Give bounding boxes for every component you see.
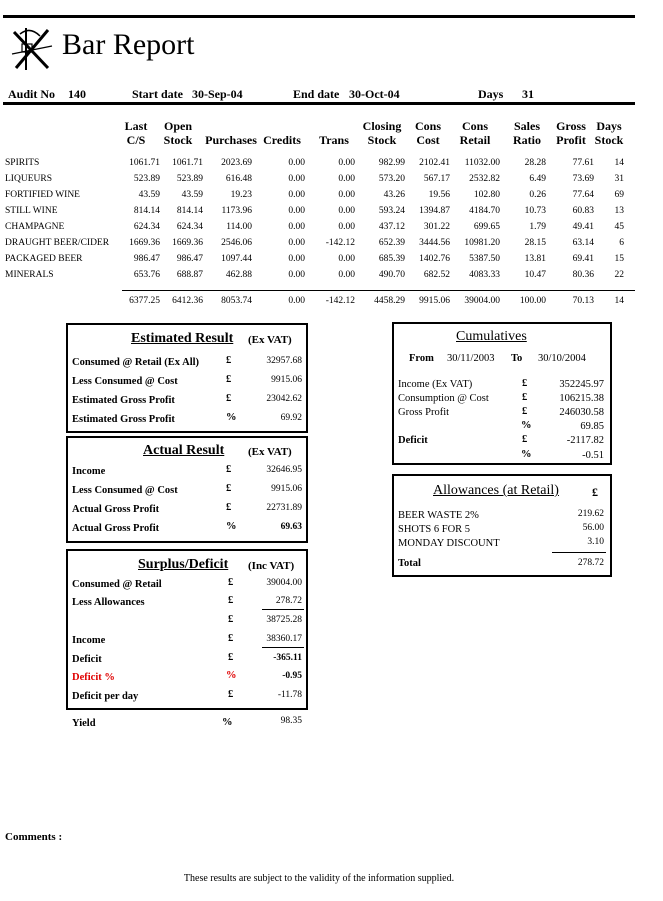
total-cell: -142.12 (325, 296, 355, 306)
table-cell: 986.47 (176, 254, 203, 264)
allowances-title: Allowances (at Retail) (433, 483, 559, 498)
row-category: SPIRITS (5, 158, 40, 168)
table-cell: 77.64 (572, 190, 594, 200)
start-date-label: Start date (132, 87, 183, 101)
table-cell: 15 (614, 254, 624, 264)
column-header-line1 (257, 119, 307, 133)
less-allowances-value: 278.72 (275, 596, 302, 606)
column-header-line1: Closing (362, 119, 402, 133)
table-cell: 1669.36 (172, 238, 203, 248)
column-header (199, 119, 263, 147)
bar-logo-icon (8, 24, 54, 74)
column-header-line1: Open (163, 119, 192, 133)
column-header (257, 119, 307, 147)
footer-note: These results are subject to the validity of the information supplied. (183, 873, 455, 884)
column-header-line2: Profit (556, 133, 586, 147)
table-cell: 616.48 (225, 174, 252, 184)
less-allowances-label: Less Allowances (72, 597, 145, 608)
total-cell: 100.00 (519, 296, 546, 306)
row-category: STILL WINE (5, 206, 58, 216)
allowances-total-rule (552, 552, 606, 553)
estimated-line-symbol: £ (226, 374, 232, 385)
table-cell: 1173.96 (221, 206, 252, 216)
table-cell: 437.12 (378, 222, 405, 232)
allowance-item-label: SHOTS 6 FOR 5 (398, 524, 471, 535)
table-row (0, 254, 663, 270)
table-cell: 11032.00 (464, 158, 500, 168)
cum-deficit-currency: £ (522, 434, 528, 445)
audit-no-label: Audit No (8, 87, 56, 101)
table-cell: 1669.36 (129, 238, 160, 248)
column-header-line2: Stock (367, 133, 397, 147)
totals-values (0, 296, 663, 312)
table-row (0, 238, 663, 254)
table-cell: 0.00 (288, 270, 305, 280)
surplus-deficit-title: Surplus/Deficit (138, 557, 229, 572)
deficit-pct-value: -0.95 (282, 671, 302, 681)
surplus-deficit-box (66, 549, 308, 710)
total-cell: 8053.74 (221, 296, 252, 306)
cum-consumption-label: Consumption @ Cost (398, 393, 489, 404)
income-label: Income (72, 635, 106, 646)
deficit-per-day-value: -11.78 (277, 690, 302, 700)
table-cell: 49.41 (572, 222, 594, 232)
column-header (550, 119, 592, 147)
row-category: FORTIFIED WINE (5, 190, 80, 200)
audit-no-value: 140 (68, 87, 86, 101)
column-header-line2: C/S (126, 133, 146, 147)
column-header-line1: Gross (556, 119, 586, 133)
comments-label: Comments : (5, 831, 63, 843)
allowances-total-label: Total (398, 558, 421, 569)
cum-to-date: 30/10/2004 (538, 353, 586, 364)
actual-result-box (66, 436, 308, 543)
table-cell: 10.47 (524, 270, 546, 280)
cumulatives-title: Cumulatives (456, 329, 527, 344)
table-cell: 28.28 (524, 158, 546, 168)
column-header-line2: Retail (459, 133, 491, 147)
allowance-item-value: 56.00 (582, 523, 604, 533)
yield-label: Yield (72, 718, 96, 729)
column-header (591, 119, 627, 147)
cum-income-label: Income (Ex VAT) (398, 379, 473, 390)
totals-rule (122, 290, 635, 291)
estimated-result-vat: (Ex VAT) (248, 334, 292, 346)
row-category: DRAUGHT BEER/CIDER (5, 238, 110, 248)
table-cell: 19.23 (230, 190, 252, 200)
table-cell: 523.89 (133, 174, 160, 184)
consumed-retail-currency: £ (228, 577, 234, 588)
estimated-line-value: 23042.62 (266, 394, 302, 404)
table-cell: 2023.69 (221, 158, 252, 168)
table-cell: 0.00 (288, 238, 305, 248)
table-cell: 982.99 (378, 158, 405, 168)
table-cell: 490.70 (378, 270, 405, 280)
deficit-currency: £ (228, 652, 234, 663)
table-cell: 652.39 (378, 238, 405, 248)
estimated-line-label: Estimated Gross Profit (72, 395, 175, 406)
estimated-line-label: Estimated Gross Profit (72, 414, 175, 425)
table-cell: 73.69 (572, 174, 594, 184)
table-row (0, 206, 663, 222)
table-cell: 688.87 (176, 270, 203, 280)
table-cell: 10981.20 (464, 238, 500, 248)
days-label: Days (478, 87, 504, 101)
cumulatives-box (392, 322, 612, 465)
table-cell: 1.79 (529, 222, 546, 232)
table-cell: 624.34 (176, 222, 203, 232)
estimated-result-title: Estimated Result (131, 331, 234, 346)
days-value: 31 (522, 87, 534, 101)
actual-result-vat: (Ex VAT) (248, 446, 292, 458)
allowance-item-label: MONDAY DISCOUNT (398, 538, 500, 549)
cum-from-label: From (409, 353, 434, 364)
column-header-line1: Cons (414, 119, 441, 133)
actual-line-label: Less Consumed @ Cost (72, 485, 178, 496)
table-cell: 1061.71 (129, 158, 160, 168)
column-header-line1: Cons (461, 119, 488, 133)
column-header-line1: Sales (513, 119, 540, 133)
table-row (0, 270, 663, 286)
income-value: 38360.17 (266, 634, 302, 644)
income-currency: £ (228, 633, 234, 644)
column-header (506, 119, 548, 147)
total-cell: 0.00 (288, 296, 305, 306)
table-cell: 986.47 (133, 254, 160, 264)
table-cell: 0.00 (338, 222, 355, 232)
page-title: Bar Report (62, 28, 195, 61)
table-cell: 0.00 (288, 190, 305, 200)
estimated-line-symbol: £ (226, 355, 232, 366)
column-header (357, 119, 407, 147)
table-cell: 80.36 (572, 270, 594, 280)
end-date-value: 30-Oct-04 (349, 87, 400, 101)
table-row (0, 190, 663, 206)
table-cell: 2102.41 (419, 158, 450, 168)
total-cell: 39004.00 (464, 296, 500, 306)
estimated-line-label: Less Consumed @ Cost (72, 376, 178, 387)
table-cell: 0.00 (338, 174, 355, 184)
column-header-line2: Purchases (205, 133, 257, 147)
row-category: CHAMPAGNE (5, 222, 65, 232)
table-cell: 114.00 (226, 222, 252, 232)
estimated-line-value: 9915.06 (271, 375, 302, 385)
actual-result-title: Actual Result (143, 443, 225, 458)
row-category: PACKAGED BEER (5, 254, 83, 264)
column-header (153, 119, 203, 147)
column-header-line2: Trans (319, 133, 349, 147)
table-cell: 2546.06 (221, 238, 252, 248)
table-cell: 69 (614, 190, 624, 200)
start-date-value: 30-Sep-04 (192, 87, 243, 101)
cum-from-date: 30/11/2003 (447, 353, 495, 364)
allowances-currency: £ (592, 485, 598, 499)
table-cell: 0.00 (338, 254, 355, 264)
table-cell: -142.12 (325, 238, 355, 248)
deficit-per-day-label: Deficit per day (72, 691, 139, 702)
total-cell: 6377.25 (129, 296, 160, 306)
net-value: 38725.28 (266, 615, 302, 625)
table-cell: 10.73 (524, 206, 546, 216)
cum-to-label: To (511, 353, 523, 364)
actual-line-symbol: £ (226, 483, 232, 494)
estimated-line-symbol: £ (226, 393, 232, 404)
actual-line-label: Actual Gross Profit (72, 504, 160, 515)
column-header-line1: Days (596, 119, 622, 133)
table-cell: 0.26 (529, 190, 546, 200)
table-cell: 13 (614, 206, 624, 216)
table-cell: 43.59 (138, 190, 160, 200)
estimated-result-box (66, 323, 308, 433)
table-cell: 682.52 (423, 270, 450, 280)
actual-line-symbol: % (226, 521, 237, 532)
table-cell: 6.49 (529, 174, 546, 184)
table-cell: 5387.50 (469, 254, 500, 264)
table-cell: 1061.71 (172, 158, 203, 168)
total-cell: 14 (614, 296, 624, 306)
column-header-line2: Credits (263, 133, 301, 147)
cum-deficit-pct-value: -0.51 (582, 450, 604, 461)
table-cell: 43.26 (383, 190, 405, 200)
table-cell: 13.81 (524, 254, 546, 264)
table-cell: 814.14 (133, 206, 160, 216)
deficit-label: Deficit (72, 654, 102, 665)
estimated-line-symbol: % (226, 412, 237, 423)
column-header-line1 (313, 119, 355, 133)
table-cell: 593.24 (378, 206, 405, 216)
allowance-item-value: 3.10 (587, 537, 604, 547)
actual-line-label: Actual Gross Profit (72, 523, 160, 534)
cum-gross-profit-label: Gross Profit (398, 407, 450, 418)
consumed-retail-label: Consumed @ Retail (72, 579, 162, 590)
surplus-deficit-vat: (Inc VAT) (248, 560, 295, 572)
allowance-item-label: BEER WASTE 2% (398, 510, 479, 521)
header-rule (3, 102, 635, 105)
table-cell: 523.89 (176, 174, 203, 184)
deficit-pct-label: Deficit % (72, 672, 115, 683)
column-header-line1: Last (124, 119, 148, 133)
table-cell: 1402.76 (419, 254, 450, 264)
deficit-pct-symbol: % (226, 670, 237, 681)
table-row (0, 222, 663, 238)
table-cell: 0.00 (338, 206, 355, 216)
consumed-retail-value: 39004.00 (266, 578, 302, 588)
cum-deficit-label: Deficit (398, 435, 428, 446)
estimated-line-label: Consumed @ Retail (Ex All) (72, 357, 200, 368)
cum-consumption-currency: £ (522, 392, 528, 403)
net-currency: £ (228, 614, 234, 625)
table-cell: 69.41 (572, 254, 594, 264)
actual-line-label: Income (72, 466, 106, 477)
actual-line-value: 22731.89 (266, 503, 302, 513)
table-cell: 6 (619, 238, 624, 248)
yield-symbol: % (222, 717, 233, 728)
table-row (0, 158, 663, 174)
deficit-per-day-currency: £ (228, 689, 234, 700)
total-cell: 70.13 (572, 296, 594, 306)
table-cell: 0.00 (288, 206, 305, 216)
actual-line-value: 9915.06 (271, 484, 302, 494)
column-header-line2: Cost (416, 133, 440, 147)
table-cell: 685.39 (378, 254, 405, 264)
cum-income-value: 352245.97 (559, 379, 604, 390)
table-cell: 567.17 (423, 174, 450, 184)
actual-line-value: 69.63 (280, 522, 302, 532)
table-cell: 28.15 (524, 238, 546, 248)
table-cell: 0.00 (338, 190, 355, 200)
estimated-line-value: 32957.68 (266, 356, 302, 366)
column-header-line2: Stock (594, 133, 624, 147)
actual-line-value: 32646.95 (266, 465, 302, 475)
table-cell: 45 (614, 222, 624, 232)
row-category: MINERALS (5, 270, 54, 280)
cum-income-currency: £ (522, 378, 528, 389)
deficit-value: -365.11 (273, 653, 302, 663)
table-cell: 573.20 (378, 174, 405, 184)
top-rule (3, 15, 635, 18)
table-cell: 0.00 (288, 158, 305, 168)
table-cell: 814.14 (176, 206, 203, 216)
allowances-box (392, 474, 612, 577)
column-header-line1 (199, 119, 263, 133)
table-cell: 0.00 (288, 254, 305, 264)
table-cell: 63.14 (572, 238, 594, 248)
cum-deficit-pct-symbol: % (521, 449, 532, 460)
table-cell: 0.00 (338, 270, 355, 280)
table-row (0, 174, 663, 190)
table-cell: 14 (614, 158, 624, 168)
table-cell: 0.00 (288, 222, 305, 232)
column-header (313, 119, 355, 147)
table-cell: 22 (614, 270, 624, 280)
table-cell: 77.61 (572, 158, 594, 168)
table-cell: 0.00 (338, 158, 355, 168)
table-cell: 19.56 (428, 190, 450, 200)
table-cell: 699.65 (473, 222, 500, 232)
column-header-line2: Stock (163, 133, 193, 147)
yield-value: 98.35 (280, 716, 302, 726)
column-header (407, 119, 449, 147)
total-cell: 6412.36 (172, 296, 203, 306)
end-date-label: End date (293, 87, 340, 101)
column-header (450, 119, 500, 147)
table-cell: 3444.56 (419, 238, 450, 248)
table-cell: 4184.70 (469, 206, 500, 216)
table-cell: 624.34 (133, 222, 160, 232)
table-cell: 1097.44 (221, 254, 252, 264)
income-underline (262, 647, 304, 648)
table-cell: 301.22 (423, 222, 450, 232)
table-cell: 43.59 (181, 190, 203, 200)
table-cell: 102.80 (473, 190, 500, 200)
allowances-underline (262, 609, 304, 610)
cum-gross-profit-pct-value: 69.85 (580, 421, 604, 432)
cum-gross-profit-value: 246030.58 (559, 407, 604, 418)
allowances-total-value: 278.72 (577, 558, 604, 568)
cum-deficit-value: -2117.82 (566, 435, 604, 446)
cum-gross-profit-currency: £ (522, 406, 528, 417)
table-cell: 31 (614, 174, 624, 184)
table-cell: 0.00 (288, 174, 305, 184)
total-cell: 9915.06 (419, 296, 450, 306)
estimated-line-value: 69.92 (280, 413, 302, 423)
actual-line-symbol: £ (226, 464, 232, 475)
less-allowances-currency: £ (228, 595, 234, 606)
total-cell: 4458.29 (374, 296, 405, 306)
cum-gross-profit-pct-symbol: % (521, 420, 532, 431)
table-cell: 60.83 (572, 206, 594, 216)
row-category: LIQUEURS (5, 174, 52, 184)
table-cell: 4083.33 (469, 270, 500, 280)
actual-line-symbol: £ (226, 502, 232, 513)
table-cell: 653.76 (133, 270, 160, 280)
column-header-line2: Ratio (513, 133, 541, 147)
allowance-item-value: 219.62 (577, 509, 604, 519)
table-cell: 462.88 (225, 270, 252, 280)
table-cell: 1394.87 (419, 206, 450, 216)
cum-consumption-value: 106215.38 (559, 393, 604, 404)
table-cell: 2532.82 (469, 174, 500, 184)
